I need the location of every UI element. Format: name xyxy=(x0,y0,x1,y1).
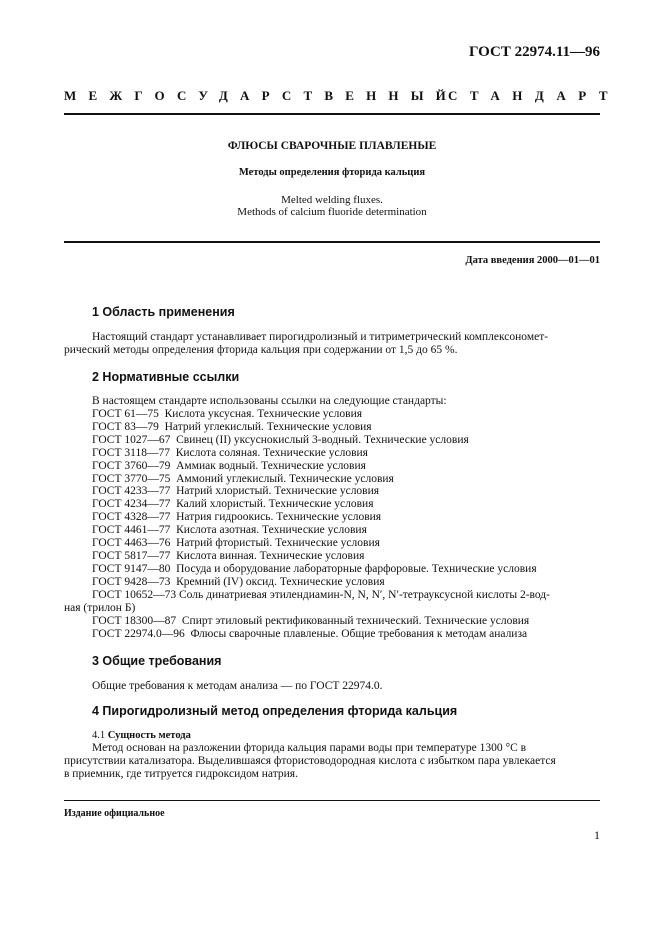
reference-item: ГОСТ 83—79 Натрий углекислый. Технические условия xyxy=(92,420,372,433)
reference-item: ГОСТ 3760—79 Аммиак водный. Технические условия xyxy=(92,459,366,472)
subsection-title: Сущность метода xyxy=(107,730,191,741)
section-3-text: Общие требования к методам анализа — по ГОСТ 22974.0. xyxy=(92,680,383,692)
interstate-word: МЕЖГОСУДАРСТВЕННЫЙ xyxy=(64,88,458,103)
english-title-line-2: Methods of calcium fluoride determination xyxy=(237,206,427,218)
subsection-number: 4.1 xyxy=(92,730,106,741)
reference-item: ГОСТ 22974.0—96 Флюсы сварочные плавленые. Общие требования к методам анализа xyxy=(92,627,528,640)
document-number: ГОСТ 22974.11—96 xyxy=(468,44,600,60)
section-1-heading: 1 Область применения xyxy=(92,305,235,319)
reference-item: ГОСТ 3118—77 Кислота соляная. Технические условия xyxy=(92,446,368,459)
reference-item: ГОСТ 18300—87 Спирт этиловый ректификованный технический. Технические условия xyxy=(92,615,530,627)
section-4-heading: 4 Пирогидролизный метод определения фторида кальция xyxy=(92,704,458,718)
header-rule xyxy=(64,113,600,115)
section-1-line-1: Настоящий стандарт устанавливает пирогидролизный и титриметрический комплексономет- xyxy=(92,331,549,343)
reference-item: ГОСТ 4234—77 Калий хлористый. Технические условия xyxy=(92,498,374,511)
reference-item: ГОСТ 4463—76 Натрий фтористый. Технические условия xyxy=(92,537,380,550)
title-rule xyxy=(64,241,600,243)
introduction-date: Дата введения 2000—01—01 xyxy=(465,255,600,266)
reference-list xyxy=(92,408,537,589)
reference-item: ГОСТ 1027—67 Свинец (II) уксуснокислый 3-водный. Технические условия xyxy=(92,433,469,446)
section-4-line-1: Метод основан на разложении фторида кальция парами воды при температуре 1300 °С в xyxy=(92,742,527,754)
document-subtitle: Методы определения фторида кальция xyxy=(238,167,426,178)
reference-item: ГОСТ 5817—77 Кислота винная. Технические условия xyxy=(92,549,365,562)
reference-item: ГОСТ 4328—77 Натрия гидроокись. Технические условия xyxy=(92,511,382,524)
reference-item-long-line-1: ГОСТ 10652—73 Соль динатриевая этилендиамин-N, N, N′, N′-тетрауксусной кислоты 2-вод- xyxy=(92,589,550,601)
english-title-line-1: Melted welding fluxes. xyxy=(281,194,383,206)
reference-item: ГОСТ 61—75 Кислота уксусная. Технические условия xyxy=(92,408,363,420)
reference-item: ГОСТ 9428—73 Кремний (IV) оксид. Технические условия xyxy=(92,575,385,588)
footer-rule xyxy=(64,800,600,801)
subsection-4-1-heading xyxy=(92,730,191,741)
reference-list-tail xyxy=(92,615,529,641)
reference-item: ГОСТ 3770—75 Аммоний углекислый. Технические условия xyxy=(92,472,394,485)
reference-item: ГОСТ 4461—77 Кислота азотная. Технические условия xyxy=(92,524,367,537)
section-2-intro: В настоящем стандарте использованы ссылки на следующие стандарты: xyxy=(92,395,447,407)
page-number: 1 xyxy=(594,828,600,842)
reference-item: ГОСТ 9147—80 Посуда и оборудование лабораторные фарфоровые. Технические условия xyxy=(92,562,537,575)
reference-item-long-line-2: ная (трилон Б) xyxy=(64,602,136,614)
reference-item: ГОСТ 4233—77 Натрий хлористый. Технические условия xyxy=(92,485,380,498)
section-2-heading: 2 Нормативные ссылки xyxy=(92,370,240,384)
official-edition-label: Издание официальное xyxy=(64,808,165,819)
section-1-line-2: рический методы определения фторида кальция при содержании от 1,5 до 65 %. xyxy=(64,344,458,356)
standard-word: СТАНДАРТ xyxy=(448,88,621,103)
section-4-line-3: в приемник, где титруется гидроксидом натрия. xyxy=(64,768,298,780)
document-title: ФЛЮСЫ СВАРОЧНЫЕ ПЛАВЛЕНЫЕ xyxy=(227,140,437,152)
section-4-line-2: присутствии катализатора. Выделившаяся фтористоводородная кислота с избытком пара увлекается xyxy=(64,755,556,767)
section-3-heading: 3 Общие требования xyxy=(92,654,222,668)
